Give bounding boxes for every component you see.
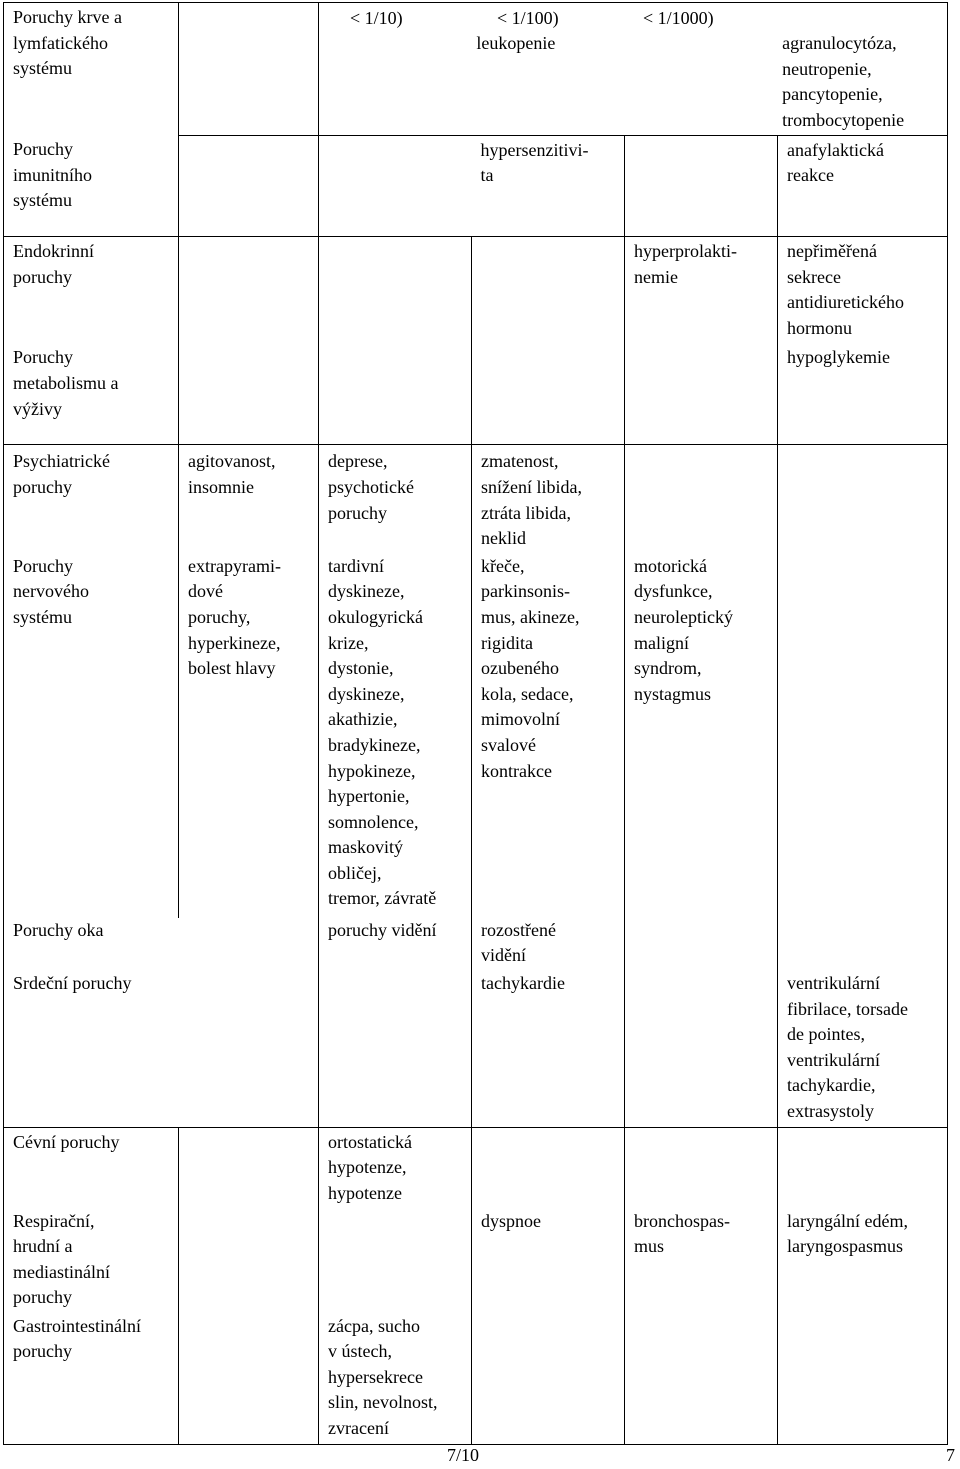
text-line: nemie xyxy=(634,266,678,287)
organ-nervous xyxy=(13,554,170,631)
text-line: hypersekrece xyxy=(328,1366,423,1387)
nervous-c3 xyxy=(472,554,625,918)
organ-cell xyxy=(4,237,179,344)
text-line: trombocytopenie xyxy=(782,109,905,130)
text-line: antidiuretického xyxy=(787,292,904,313)
text-line: parkinsonis- xyxy=(481,581,570,602)
row-immune-content xyxy=(4,135,948,237)
text-line: hyperprolakti- xyxy=(634,241,737,261)
text-line: laryngální edém, xyxy=(787,1210,908,1231)
respiratory-c3 xyxy=(472,1209,625,1314)
text-line: somnolence, xyxy=(328,811,419,832)
text-line: nepřiměřená xyxy=(787,241,877,261)
text-line: systému xyxy=(13,190,73,211)
organ-cell xyxy=(4,554,179,918)
text-line: rigidita xyxy=(481,632,533,653)
header-freq-3: < 1/100) xyxy=(497,8,559,28)
text-line: Cévní poruchy xyxy=(13,1131,120,1152)
text-line: leukopenie xyxy=(476,33,556,53)
metabolism-c5 xyxy=(778,343,948,445)
text-line: dyskineze, xyxy=(328,683,405,704)
text-line: maligní xyxy=(634,632,689,653)
text-line: ta xyxy=(480,165,494,186)
text-line: kontrakce xyxy=(481,760,552,781)
text-line: krize, xyxy=(328,632,369,653)
text-line: hypotenze, xyxy=(328,1157,407,1178)
row-vascular xyxy=(4,1127,948,1209)
page-number-right: 7 xyxy=(946,1445,955,1465)
text-line: ventrikulární xyxy=(787,1049,880,1070)
text-line: zmatenost, xyxy=(481,451,559,472)
header-block xyxy=(319,3,948,135)
organ-cell xyxy=(4,971,319,1127)
header-freq-4: < 1/1000) xyxy=(643,8,714,28)
organ-vascular xyxy=(13,1130,170,1156)
nervous-c1 xyxy=(179,554,319,918)
text-line: Poruchy xyxy=(13,347,73,368)
row-cardiac xyxy=(4,971,948,1127)
text-line: poruchy xyxy=(13,1287,72,1308)
text-line: imunitního xyxy=(13,164,93,185)
organ-immune xyxy=(13,137,170,214)
text-line: obličej, xyxy=(328,862,382,883)
text-line: poruchy xyxy=(13,1341,72,1362)
gi-c2 xyxy=(319,1314,472,1445)
text-line: zácpa, sucho xyxy=(328,1315,420,1336)
text-line: neklid xyxy=(481,528,526,549)
text-line: de pointes, xyxy=(787,1024,865,1045)
text-line: hyperkineze, xyxy=(188,632,281,653)
text-line: hypokineze, xyxy=(328,760,416,781)
text-line: Endokrinní xyxy=(13,241,94,261)
text-line: poruchy xyxy=(328,502,387,523)
text-line: poruchy xyxy=(13,476,72,497)
psychiatric-c3 xyxy=(472,445,625,554)
row-gi xyxy=(4,1314,948,1445)
nervous-c2 xyxy=(319,554,472,918)
row-blood xyxy=(4,3,948,135)
text-line: nystagmus xyxy=(634,683,712,704)
text-line: maskovitý xyxy=(328,837,403,858)
text-line: Poruchy krve a xyxy=(13,7,122,27)
text-line: motorická xyxy=(634,555,707,576)
text-line: mus, akineze, xyxy=(481,606,580,627)
text-line: hormonu xyxy=(787,317,852,338)
text-line: hypertonie, xyxy=(328,786,410,807)
text-line: zvracení xyxy=(328,1417,389,1438)
text-line: svalové xyxy=(481,734,536,755)
row-nervous xyxy=(4,554,948,918)
organ-cell xyxy=(4,1209,179,1314)
endocrine-c5 xyxy=(778,237,948,344)
organ-cell xyxy=(4,3,179,136)
text-line: bolest hlavy xyxy=(188,658,276,679)
text-line: vidění xyxy=(481,945,526,966)
organ-cell xyxy=(4,135,179,237)
text-line: křeče, xyxy=(481,555,525,576)
text-line: systému xyxy=(13,58,73,79)
text-line: extrasystoly xyxy=(787,1100,874,1121)
text-line: snížení libida, xyxy=(481,476,582,497)
text-line: agitovanost, xyxy=(188,451,276,472)
organ-cell xyxy=(4,918,319,971)
text-line: lymfatického xyxy=(13,32,108,53)
text-line: poruchy vidění xyxy=(328,919,437,940)
immune-c3 xyxy=(472,135,625,237)
organ-respiratory xyxy=(13,1209,170,1311)
page-number: 7/10 xyxy=(447,1445,480,1465)
page-footer xyxy=(0,1443,960,1469)
nervous-c4 xyxy=(625,554,778,918)
eye-c3 xyxy=(472,918,625,971)
row-eye xyxy=(4,918,948,971)
text-line: tremor, závratě xyxy=(328,888,437,909)
text-line: dyskineze, xyxy=(328,581,405,602)
organ-cell xyxy=(4,343,179,445)
text-line: dyspnoe xyxy=(481,1210,541,1231)
text-line: okulogyrická xyxy=(328,606,423,627)
row-psychiatric xyxy=(4,445,948,554)
text-line: tardivní xyxy=(328,555,384,576)
text-line: anafylaktická xyxy=(787,139,884,160)
organ-cardiac xyxy=(13,971,310,997)
text-line: neuroleptický xyxy=(634,606,733,627)
organ-metabolism xyxy=(13,345,170,422)
immune-c5 xyxy=(778,135,948,237)
blood-c3 xyxy=(467,31,624,133)
header-freq-2: < 1/10) xyxy=(350,8,403,28)
text-line: hrudní a xyxy=(13,1236,73,1257)
text-line: tachykardie xyxy=(481,972,565,993)
text-line: Poruchy xyxy=(13,555,73,576)
text-line: Gastrointestinální xyxy=(13,1315,141,1336)
organ-endocrine xyxy=(13,239,170,290)
text-line: sekrece xyxy=(787,266,841,287)
text-line: nervového xyxy=(13,581,89,602)
blood-c5 xyxy=(773,31,947,133)
text-line: dysfunkce, xyxy=(634,581,713,602)
row-endocrine xyxy=(4,237,948,344)
text-line: Respirační, xyxy=(13,1210,95,1231)
row-respiratory xyxy=(4,1209,948,1314)
text-line: bradykineze, xyxy=(328,734,421,755)
text-line: výživy xyxy=(13,398,62,419)
text-line: Poruchy xyxy=(13,139,73,159)
text-line: bronchospas- xyxy=(634,1210,730,1231)
text-line: neutropenie, xyxy=(782,58,872,79)
text-line: mediastinální xyxy=(13,1261,110,1282)
text-line: Psychiatrické xyxy=(13,451,110,472)
text-line: mimovolní xyxy=(481,709,561,730)
eye-c2 xyxy=(319,918,472,971)
text-line: insomnie xyxy=(188,476,254,497)
text-line: deprese, xyxy=(328,451,388,472)
text-line: laryngospasmus xyxy=(787,1236,903,1257)
text-line: dové xyxy=(188,581,223,602)
text-line: tachykardie, xyxy=(787,1075,876,1096)
organ-gi xyxy=(13,1314,170,1365)
text-line: fibrilace, torsade xyxy=(787,998,908,1019)
organ-psychiatric xyxy=(13,449,170,500)
cardiac-c3 xyxy=(472,971,625,1127)
text-line: reakce xyxy=(787,165,834,186)
text-line: pancytopenie, xyxy=(782,84,883,105)
psychiatric-c2 xyxy=(319,445,472,554)
text-line: ortostatická xyxy=(328,1131,412,1152)
cardiac-c5 xyxy=(778,971,948,1127)
text-line: ztráta libida, xyxy=(481,502,571,523)
organ-cell xyxy=(4,1314,179,1445)
text-line: ventrikulární xyxy=(787,972,880,993)
psychiatric-c1 xyxy=(179,445,319,554)
text-line: poruchy xyxy=(13,266,72,287)
text-line: hypotenze xyxy=(328,1182,402,1203)
text-line: v ústech, xyxy=(328,1341,392,1362)
text-line: akathizie, xyxy=(328,709,398,730)
text-line: psychotické xyxy=(328,476,414,497)
text-line: mus xyxy=(634,1236,665,1257)
organ-cell xyxy=(4,1127,179,1209)
respiratory-c4 xyxy=(625,1209,778,1314)
text-line: ozubeného xyxy=(481,658,559,679)
text-line: Poruchy oka xyxy=(13,919,104,940)
organ-cell xyxy=(4,445,179,554)
text-line: dystonie, xyxy=(328,658,394,679)
text-line: Srdeční poruchy xyxy=(13,972,132,993)
row-metabolism xyxy=(4,343,948,445)
vascular-c2 xyxy=(319,1127,472,1209)
text-line: syndrom, xyxy=(634,658,702,679)
adverse-effects-table xyxy=(3,2,948,1445)
text-line: kola, sedace, xyxy=(481,683,574,704)
organ-eye xyxy=(13,918,310,944)
text-line: rozostřené xyxy=(481,919,556,940)
endocrine-c4 xyxy=(625,237,778,344)
text-line: extrapyrami- xyxy=(188,555,281,576)
text-line: hypersenzitivi- xyxy=(480,139,589,160)
text-line: metabolismu a xyxy=(13,372,119,393)
organ-blood xyxy=(13,5,170,82)
header-cell-1 xyxy=(179,3,319,135)
text-line: slin, nevolnost, xyxy=(328,1392,438,1413)
text-line: systému xyxy=(13,606,73,627)
text-line: hypoglykemie xyxy=(787,347,890,368)
respiratory-c5 xyxy=(778,1209,948,1314)
text-line: agranulocytóza, xyxy=(782,33,897,53)
text-line: poruchy, xyxy=(188,606,251,627)
